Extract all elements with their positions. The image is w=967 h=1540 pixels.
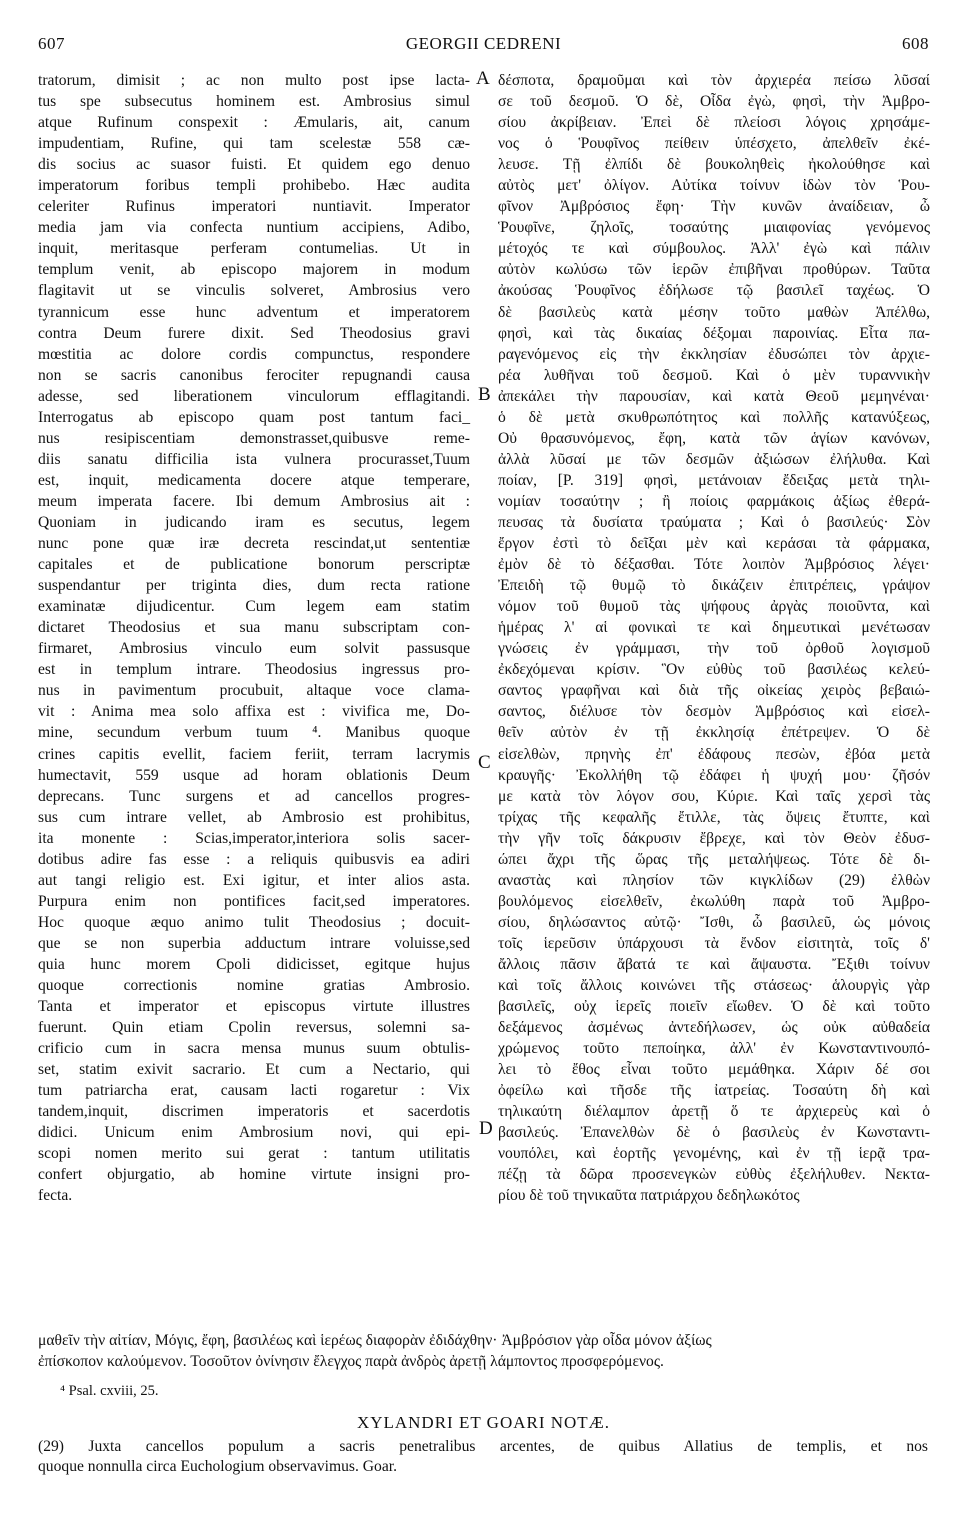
greek-text-line: γνώσεις ἐν γράμμασι, τὴν τοῦ ὀρθοῦ λογισμοῦ [498, 640, 930, 658]
greek-text-line: δεξάμενος ἀσμένως ἀντεδήλωσεν, ὡς οὐκ αὐθαδεία [498, 1019, 930, 1037]
latin-text-line: Interrogatus ab episcopo quam post tantum faci_ [38, 408, 470, 426]
greek-text-line: σίου ἀκρίβειαν. Ἐπεὶ δὲ πλείοσι λόγοις χρησάμε- [498, 114, 930, 132]
greek-text-line: αὐτὸν κωλύσω τῶν ἱερῶν ἐπιβῆναι προθύρων. Ταῦτα [498, 261, 930, 279]
greek-column [498, 70, 930, 1207]
greek-text-line: αναστὰς καὶ πλησίον τῶν κιγκλίδων (29) ἐλθὼν [498, 871, 930, 889]
latin-text-line: suspendantur per triginta dies, dum recta ratione [38, 577, 470, 595]
greek-text-line: πευσας τὰ δυσίατα τραύματα ; Καὶ ὁ βασιλεύς· Σὸν [498, 513, 930, 531]
latin-text-line: aut tangi religio est. Exi igitur, et inter alios asta. [38, 871, 470, 889]
greek-text-line: φῖνον Ἀμβρόσιος ἔφη· Τὴν κυνῶν ἀναίδειαν, ὦ [498, 198, 930, 216]
greek-text-line: ραγενόμενος εἰς τὴν ἐκκλησίαν ἐδυσώπει τὸν ἀρχιε- [498, 345, 930, 363]
latin-text-line: didici. Unicum enim Ambrosium novi, qui epi- [38, 1124, 470, 1142]
margin-marker-d: D [479, 1118, 493, 1139]
greek-text-line: κραυγῆς· Ἐκολλήθη τῷ ἐδάφει ἡ ψυχή μου· ζῆσόν [498, 766, 930, 784]
latin-text-line: nus resipiscentiam demonstrasset,quibusve reme- [38, 429, 470, 447]
greek-text-line: θεῖν αὐτὸν ἐν τῇ ἐκκλησίᾳ ἐπέτρεψεν. Ὁ δὲ [498, 724, 930, 742]
latin-column [38, 70, 470, 1207]
greek-text-line: Ῥουφῖνε, ζηλοῖς, τοσαύτης μιαιφονίας γενόμενος [498, 219, 930, 237]
greek-text-line: βασιλεύς. Ἐπανελθὼν δὲ ὁ βασιλεὺς ἐν Κωνσταντι- [498, 1124, 930, 1142]
latin-text-line: tum patriarcha erat, causam lacti rogaretur : Vix [38, 1082, 470, 1100]
greek-text-line: αὐτὸς μετ' ὀλίγον. Αὐτίκα τοίνυν ἰδὼν τὸν Ῥου- [498, 177, 930, 195]
latin-text-line: atque Rufinum conspexit : Æmularis, ait, canum [38, 114, 470, 132]
latin-text-line: mine, secundum verbum tuum ⁴. Manibus quoque [38, 724, 470, 742]
latin-text-line: dotibus adire fas esse : a reliquis quibusvis ea adiri [38, 850, 470, 868]
greek-text-line: εἰσελθὼν, πρηνὴς ἐπ' ἐδάφους πεσὼν, ἐβόα μετὰ [498, 745, 930, 763]
greek-text-line: μέτοχός τε καὶ σύμβουλος. Ἀλλ' ἐγὼ καὶ πάλιν [498, 240, 930, 258]
greek-text-line: ἄλλοις πᾶσιν ἄβατά τε καὶ ἄψαυστα. Ἔξιθι τοίνυν [498, 955, 930, 973]
greek-text-line: ἐμὸν δὲ τὸ δέξασθαι. Τότε λοιπὸν Ἀμβρόσιος λέγει· [498, 556, 930, 574]
latin-text-line: non se sacris canonibus ferociter repugnandi causa [38, 366, 470, 384]
latin-text-line: tus spe subsecutus hominem est. Ambrosius simul [38, 93, 470, 111]
notes-heading: XYLANDRI ET GOARI NOTÆ. [356, 1413, 611, 1432]
latin-text-line: set, statim exivit sacrario. Et cum a Nectario, qui [38, 1061, 470, 1079]
greek-text-line: τηλικαύτη διέλαμπον ἀρετῇ ὅ τε ἀρχιερεὺς καὶ ὁ [498, 1103, 930, 1121]
greek-text-line: σαντος γραφῆναι καὶ διὰ τῆς οἰκείας χειρὸς βεβαιώ- [498, 682, 930, 700]
greek-text-line: ἔργον ἐστὶ τὸ δεῖξαι μὲν καὶ κεράσαι τὰ φάρμακα, [498, 535, 930, 553]
greek-text-line: ὀφείλω καὶ τῆσδε τῆς ἰατρείας. Τοσαύτη δὴ καὶ [498, 1082, 930, 1100]
greek-text-line: λευσε. Τῇ ἐλπίδι δὲ βουκοληθεὶς ἠκολούθησε καὶ [498, 156, 930, 174]
latin-text-line: est, inquit, medicamenta docere atque temperare, [38, 471, 470, 489]
latin-text-line: est in templum intrare. Theodosius ingressus pro- [38, 661, 470, 679]
latin-text-line: dictaret Theodosius et sua manu subscriptam con- [38, 619, 470, 637]
latin-text-line: quia hunc morem Cpoli didicisset, egitque hujus [38, 955, 470, 973]
greek-text-line: ἀκούσας Ῥουφῖνος ἐδήλωσε τῷ βασιλεῖ ταχέως. Ὁ [498, 282, 930, 300]
greek-text-line: τρίχας τῆς κεφαλῆς ἔτιλλε, τὰς ὄψεις ἔτυπτε, καὶ [498, 808, 930, 826]
latin-text-line: nunc pone quæ iræ decreta rescindat,ut sententiæ [38, 535, 470, 553]
greek-text-line: βασιλεῖς, οὐχ ἱερεῖς ποιεῖν εἴωθεν. Ὁ δὲ καὶ τοῦτο [498, 998, 930, 1016]
notes-body [38, 1437, 928, 1477]
margin-marker-c: C [478, 752, 491, 773]
latin-text-line: templum venit, ab episcopo majorem in modum [38, 261, 470, 279]
greek-text-line: ὁ δὲ μετὰ σκυθρωπότητος καὶ πολλῆς κατανύξεως, [498, 408, 930, 426]
running-title: GEORGII CEDRENI [405, 34, 562, 53]
greek-text-line: ώπει ἄχρι τῆς ὥρας τῆς μεταλήψεως. Τότε δὲ δι- [498, 850, 930, 868]
greek-text-line: ἀπεκάλει τὴν παρουσίαν, καὶ κατὰ Θεοῦ μεμηνέναι· [498, 387, 930, 405]
greek-text-line: λει τὸ ἔθος εἶναι τοῦτο μεμάθηκα. Χάριν δέ σοι [498, 1061, 930, 1079]
greek-text-line: νουπόλει, καὶ ἑορτῆς γενομένης, καὶ ἐν τῇ ἱερᾷ τρα- [498, 1145, 930, 1163]
latin-text-line: inquit, meritasque perferam contumelias. Ut in [38, 240, 470, 258]
greek-text-line: ἐκδεχόμεναι κρίσιν. Ὃν εὐθὺς τοῦ βασιλέως κελεύ- [498, 661, 930, 679]
latin-text-line: Quoniam in judicando iram es secutus, legem [38, 513, 470, 531]
greek-text-line: βουλόμενος εἰσελθεῖν, ἐκωλύθη παρὰ τοῦ Ἀμβρο- [498, 892, 930, 910]
latin-text-line: firmaret, Ambrosius vinculo eum solvit passusque [38, 640, 470, 658]
latin-text-line: Tanta et imperator et episcopus virtute illustres [38, 998, 470, 1016]
full-width-line-2: ἐπίσκοπον καλούμενον. Τοσοῦτον ὀνίνησιν ἔλεγχος παρὰ ἀνδρὸς ἀρετῇ λάμποντος προσφερόμενος. [38, 1353, 664, 1370]
page-number-left: 607 [38, 34, 65, 53]
latin-text-line: deprecans. Tunc surgens et ad cancellos progres- [38, 787, 470, 805]
greek-text-line: δὲ βασιλεὺς κατὰ μέσην τοῦτο μαθὼν Ἀπέλθω, [498, 303, 930, 321]
latin-text-line: que se non superbia adductum intrare voluisse,sed [38, 934, 470, 952]
margin-marker-b: B [478, 384, 491, 405]
latin-text-line: quoque correctionis nomine gratias Ambrosio. [38, 977, 470, 995]
full-width-line-1: μαθεῖν τὴν αἰτίαν, Μόγις, ἔφη, βασιλέως καὶ ἱερέως διαφορὰν ἐδιδάχθην· Ἀμβρόσιον γὰρ οἶδα μόνον ἀξίως [38, 1332, 712, 1349]
latin-text-line: flagitavit ut se vinculis solveret, Ambrosius vero [38, 282, 470, 300]
greek-text-line: δέσποτα, δραμοῦμαι καὶ τὸν ἀρχιερέα πείσω λῦσαί [498, 72, 930, 89]
greek-text-line: καὶ τοῖς ἄλλοις κοινώνει τῆς στάσεως· ἁλουργὶς γὰρ [498, 977, 930, 995]
latin-text-line: adesse, sed liberationem vinculorum efflagitandi. [38, 387, 470, 405]
latin-text-line: tyrannicum esse hunc adventum et imperatorem [38, 303, 470, 321]
latin-text-line: mœstitia ac dolore cordis compunctus, respondere [38, 345, 470, 363]
latin-text-line: crines capitis evellit, faciem feriit, terram lacrymis [38, 745, 470, 763]
greek-text-line: νος ὁ Ῥουφῖνος πείθειν ὑπέσχετο, ἀπελθεῖν ἐκέ- [498, 135, 930, 153]
greek-text-line: με κατὰ τὸν λόγον σου, Κύριε. Καὶ ταῖς χερσὶ τὰς [498, 787, 930, 805]
running-header [38, 34, 929, 56]
greek-text-line: πέζῃ τὰ δῶρα προσενεγκὼν εὐθὺς ἐξελήλυθεν. Νεκτα- [498, 1166, 930, 1184]
latin-text-line: crificio cum in sacra mensa munus suum obtulis- [38, 1040, 470, 1058]
latin-text-line: vit : Anima mea solo affixa est : vivifica me, Do- [38, 703, 470, 721]
margin-marker-a: A [476, 68, 490, 89]
latin-text-line: fecta. [38, 1187, 73, 1205]
latin-text-line: dis socius ac suasor fuisti. Et quidem ego denuo [38, 156, 470, 174]
greek-text-line: Ἐπειδὴ τῷ θυμῷ τὸ δικάζειν ἐπιτρέπεις, γράψον [498, 577, 930, 595]
latin-text-line: celeriter Rufinus imperatori nuntiavit. Imperator [38, 198, 470, 216]
greek-text-line: νόμον τοῦ θυμοῦ τὰς ψήφους ἀργὰς ποιοῦντα, καὶ [498, 598, 930, 616]
latin-text-line: contra Deum furere dixit. Sed Theodosius gravi [38, 324, 470, 342]
greek-text-line: χρώμενος τοῦτο πεποίηκα, ἀλλ' ἐν Κωνσταντινουπό- [498, 1040, 930, 1058]
greek-text-line: τὴν γῆν τοῖς δάκρυσιν ἔβρεχε, καὶ τὸν Θεὸν ἐδυσ- [498, 829, 930, 847]
greek-text-line: ρέα λυθῆναι τοῦ δεσμοῦ. Καὶ ὁ μὲν τυραννικὴν [498, 366, 930, 384]
latin-text-line: sus cum intrare vellet, ab Ambrosio est prohibitus, [38, 808, 470, 826]
greek-text-line: σίου, δηλώσαντος αὐτῷ· Ἴσθι, ὦ βασιλεῦ, ὡς μόνοις [498, 913, 930, 931]
latin-text-line: ita monente : Scias,imperator,interiora solis sacer- [38, 829, 470, 847]
greek-text-line: ποίαν, [P. 319] φησὶ, μετάνοιαν ἔδειξας μετὰ τηλι- [498, 471, 930, 489]
latin-text-line: tratorum, dimisit ; ac non multo post ipse lacta- [38, 72, 470, 89]
latin-text-line: meum imperata facere. Ibi demum Ambrosius ait : [38, 492, 470, 510]
note-line-1: (29) Juxta cancellos populum a sacris penetralibus arcentes, de quibus Allatius de templis, et nos [38, 1438, 928, 1455]
greek-text-line: νομίαν τοσαύτην ; ἢ ποίοις φαρμάκοις ἀξίως ἐθερά- [498, 492, 930, 510]
latin-text-line: impudentiam, Rufine, qui tam scelestæ 558 cæ- [38, 135, 470, 153]
footnote: ⁴ Psal. cxviii, 25. [60, 1383, 159, 1399]
latin-text-line: media jam via confecta nuntium accipiens, Adibo, [38, 219, 470, 237]
latin-text-line: Hoc quoque æquo animo tulit Theodosius ; docuit- [38, 913, 470, 931]
latin-text-line: imperatorum foribus templi prohibebo. Hæc audita [38, 177, 470, 195]
latin-text-line: nus in pavimentum procubuit, altaque voce clama- [38, 682, 470, 700]
latin-text-line: confert objurgatio, ab homine virtute insigni pro- [38, 1166, 470, 1184]
latin-text-line: fuerunt. Quin etiam Cpolin reversus, solemni sa- [38, 1019, 470, 1037]
page-number-right: 608 [902, 34, 929, 53]
greek-text-line: σε τοῦ δεσμοῦ. Ὁ δὲ, Οἶδα ἐγὼ, φησὶ, τὴν Ἀμβρο- [498, 93, 930, 111]
latin-text-line: diis sanatu difficilia ista vulnera procurasset,Tuum [38, 450, 470, 468]
latin-text-line: scopi nomen merito sui gerat : tantum utilitatis [38, 1145, 470, 1163]
latin-text-line: capitales et de publicatione bonorum perscriptæ [38, 556, 470, 574]
greek-text-line: σαντος, διέλυσε τὸν δεσμὸν Ἀμβρόσιος καὶ εἰσελ- [498, 703, 930, 721]
greek-text-line: ρίου δὲ τοῦ τηνικαῦτα πατριάρχου δεδηλωκότος [498, 1187, 800, 1205]
greek-text-line: ἡμέρας λ' αἱ φονικαὶ τε καὶ δημευτικαὶ μενέτωσαν [498, 619, 930, 637]
note-line-2: quoque nonnulla circa Euchologium observavimus. Goar. [38, 1458, 398, 1475]
greek-text-line: Οὐ θρασυνόμενος, ἔφη, κατὰ τῶν ἁγίων κανόνων, [498, 429, 930, 447]
greek-text-line: τοῖς ἱερεῦσιν ὑπάρχουσι τὰ ἔνδον εἰσιτητὰ, τοῖς δ' [498, 934, 930, 952]
greek-text-line: ἀλλὰ λῦσαί με τῶν δεσμῶν ἀξιώσων ἐλήλυθα. Καὶ [498, 450, 930, 468]
latin-text-line: Purpura enim non pontifices facit,sed imperatores. [38, 892, 470, 910]
latin-text-line: examinatæ dijudicentur. Cum legem eam statim [38, 598, 470, 616]
latin-text-line: tandem,inquit, discrimen imperatoris et sacerdotis [38, 1103, 470, 1121]
latin-text-line: humectavit, 559 usque ad horam oblationis Deum [38, 766, 470, 784]
greek-text-line: φησὶ, καὶ τὰς δικαίας δέξομαι παροινίας. Εἶτα πα- [498, 324, 930, 342]
